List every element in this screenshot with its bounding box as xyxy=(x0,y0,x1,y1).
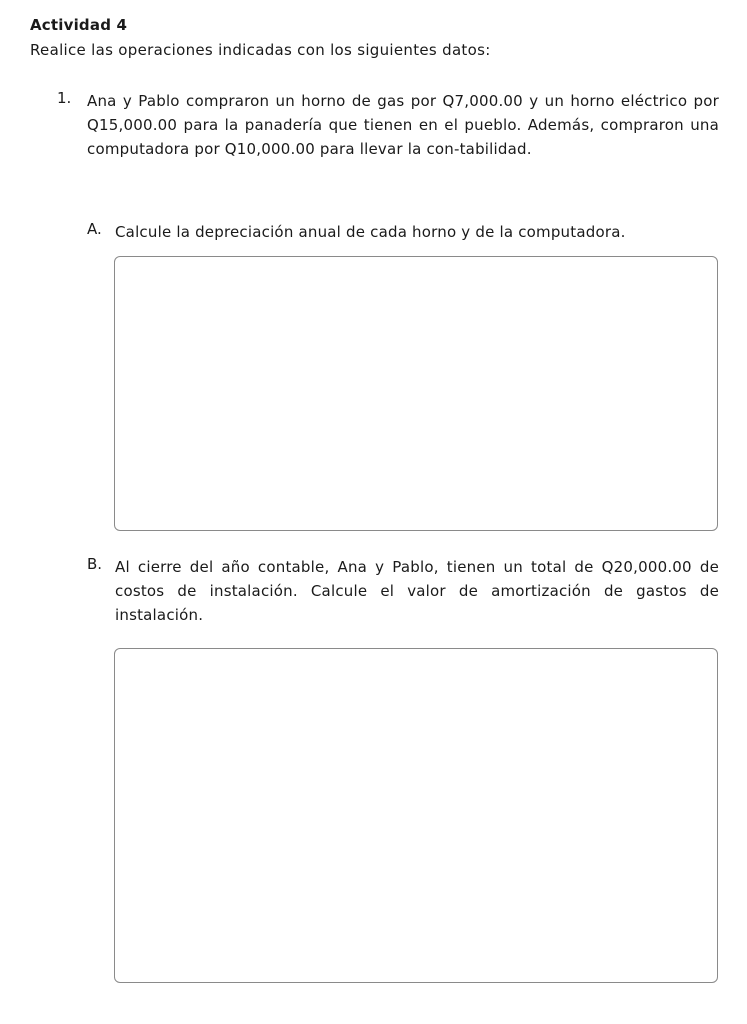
answer-box-b[interactable] xyxy=(114,648,718,983)
activity-title: Actividad 4 xyxy=(30,16,128,34)
activity-intro: Realice las operaciones indicadas con los siguientes datos: xyxy=(30,41,491,59)
question-b-text: Al cierre del año contable, Ana y Pablo, tienen un total de Q20,000.00 de costos de instalación. Calcule el valor de amortización de gastos de instalación. xyxy=(115,558,719,624)
item-number: 1. xyxy=(57,89,72,107)
answer-box-a[interactable] xyxy=(114,256,718,531)
question-a-letter: A. xyxy=(87,220,102,238)
question-b-letter: B. xyxy=(87,555,103,573)
question-a-text: Calcule la depreciación anual de cada horno y de la computadora. xyxy=(115,223,626,241)
item-statement: Ana y Pablo compraron un horno de gas por Q7,000.00 y un horno eléctrico por Q15,000.00 para la panadería que tienen en el pueblo. Además, compraron una computadora por Q10,000.00 para llevar la con-tabilidad. xyxy=(87,92,719,158)
